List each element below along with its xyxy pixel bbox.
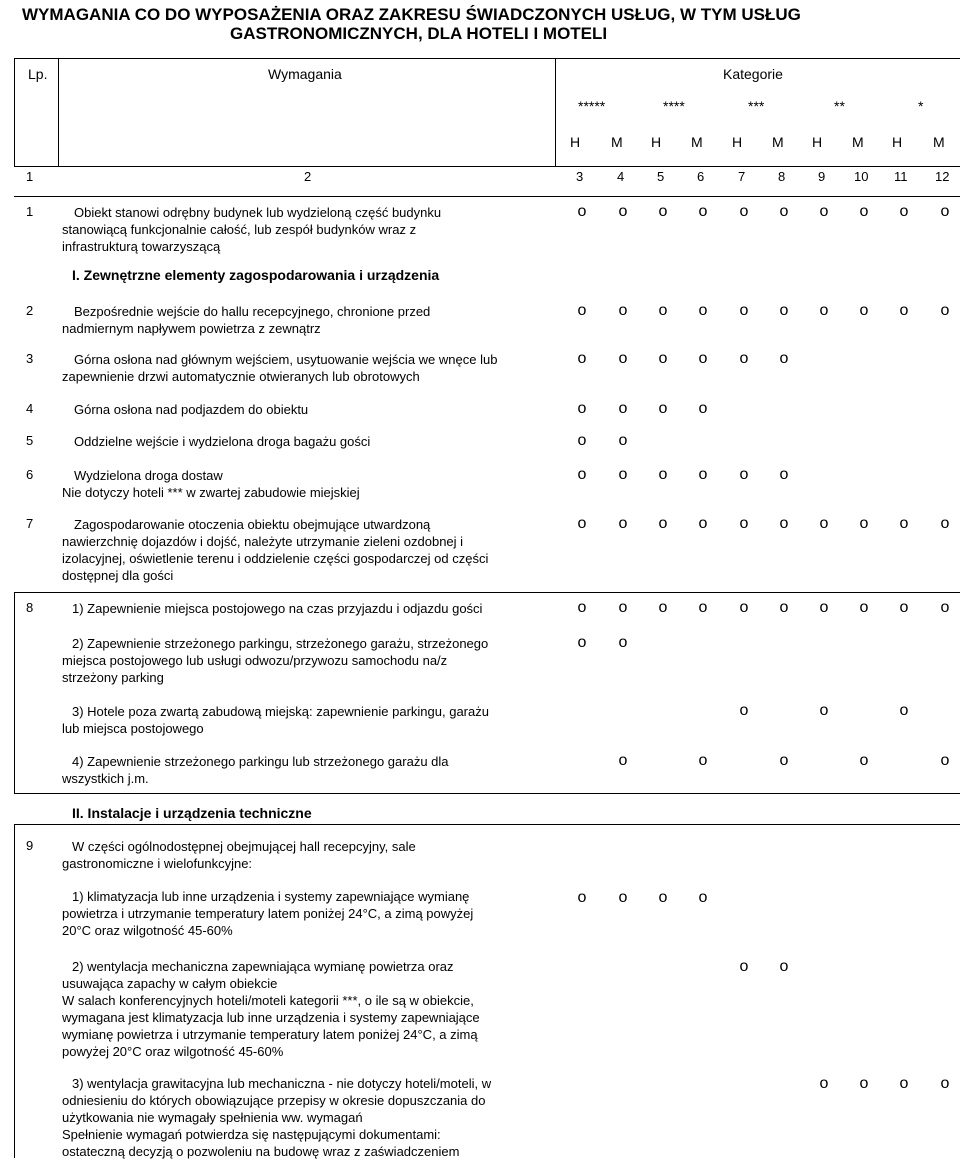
category-mark: o	[940, 599, 950, 616]
category-mark: o	[658, 302, 668, 319]
row-number: 8	[26, 600, 34, 615]
category-mark: o	[779, 958, 789, 975]
requirement-text: ostateczną decyzją o pozwoleniu na budowę wraz z zaświadczeniem	[62, 1144, 460, 1159]
category-mark: o	[658, 889, 668, 906]
row-8-left-border	[14, 592, 15, 793]
requirement-text: Górna osłona nad podjazdem do obiektu	[74, 402, 309, 417]
category-mark: o	[698, 752, 708, 769]
hm-label: H	[732, 134, 743, 150]
category-mark: o	[859, 302, 869, 319]
hm-label: M	[772, 134, 784, 150]
requirement-text: Zagospodarowanie otoczenia obiektu obejmujące utwardzoną	[74, 517, 431, 532]
header-lp: Lp.	[28, 66, 48, 82]
row-number: 5	[26, 433, 34, 448]
category-mark: o	[899, 515, 909, 532]
row-8-bottom-border	[14, 793, 960, 794]
stars-2: **	[834, 98, 845, 114]
category-mark: o	[739, 350, 749, 367]
hm-label: H	[651, 134, 662, 150]
category-mark: o	[577, 350, 587, 367]
column-number: 1	[26, 169, 34, 184]
category-mark: o	[658, 466, 668, 483]
requirement-text: W części ogólnodostępnej obejmującej hall recepcyjny, sale	[72, 839, 416, 854]
column-number: 9	[818, 169, 826, 184]
category-mark: o	[859, 1075, 869, 1092]
category-mark: o	[940, 515, 950, 532]
requirement-text: Wydzielona droga dostaw	[74, 468, 223, 483]
category-mark: o	[779, 515, 789, 532]
category-mark: o	[819, 599, 829, 616]
requirement-text: dostępnej dla gości	[62, 568, 174, 583]
hm-label: M	[852, 134, 864, 150]
category-mark: o	[618, 302, 628, 319]
requirement-text: zapewnienie drzwi automatycznie otwieranych lub obrotowych	[62, 369, 420, 384]
row-number: 3	[26, 351, 34, 366]
requirement-text: 1) Zapewnienie miejsca postojowego na czas przyjazdu i odjazdu gości	[72, 601, 483, 616]
category-mark: o	[779, 203, 789, 220]
category-mark: o	[899, 1075, 909, 1092]
category-mark: o	[577, 466, 587, 483]
category-mark: o	[658, 599, 668, 616]
row-9-top-border	[14, 824, 960, 825]
header-wymagania: Wymagania	[268, 66, 342, 82]
category-mark: o	[739, 466, 749, 483]
requirement-text: powietrza i utrzymanie temperatury latem poniżej 24°C, a zimą powyżej	[62, 906, 474, 921]
category-mark: o	[658, 203, 668, 220]
row-number: 1	[26, 204, 34, 219]
category-mark: o	[577, 302, 587, 319]
row-number: 2	[26, 303, 34, 318]
category-mark: o	[577, 634, 587, 651]
requirement-text: lub miejsca postojowego	[62, 721, 204, 736]
column-numbers-border	[14, 196, 960, 197]
column-number: 7	[738, 169, 746, 184]
requirement-text: usuwająca zapachy w całym obiekcie	[62, 976, 278, 991]
header-bottom-border	[14, 166, 960, 167]
category-mark: o	[618, 889, 628, 906]
category-mark: o	[698, 599, 708, 616]
category-mark: o	[739, 702, 749, 719]
category-mark: o	[940, 302, 950, 319]
requirements-column-divider	[555, 58, 556, 166]
category-mark: o	[577, 400, 587, 417]
category-mark: o	[779, 752, 789, 769]
document-title-line2: GASTRONOMICZNYCH, DLA HOTELI I MOTELI	[230, 24, 608, 43]
hm-label: H	[570, 134, 581, 150]
requirement-text: Spełnienie wymagań potwierdza się następującymi dokumentami:	[62, 1127, 441, 1142]
requirement-text: wszystkich j.m.	[62, 771, 149, 786]
requirement-text: strzeżony parking	[62, 670, 164, 685]
requirement-text: wymagana jest klimatyzacja lub inne urządzenia i systemy zapewniające	[62, 1010, 480, 1025]
category-mark: o	[859, 752, 869, 769]
category-mark: o	[577, 203, 587, 220]
category-mark: o	[618, 400, 628, 417]
category-mark: o	[618, 203, 628, 220]
category-mark: o	[779, 302, 789, 319]
column-number: 3	[576, 169, 584, 184]
category-mark: o	[698, 515, 708, 532]
category-mark: o	[859, 203, 869, 220]
row-number: 4	[26, 401, 34, 416]
requirement-text: Górna osłona nad głównym wejściem, usytuowanie wejścia we wnęce lub	[74, 352, 498, 367]
requirement-text: Oddzielne wejście i wydzielona droga bagażu gości	[74, 434, 371, 449]
requirement-text: miejsca postojowego lub usługi odwozu/przywozu samochodu na/z	[62, 653, 448, 668]
category-mark: o	[698, 302, 708, 319]
category-mark: o	[658, 350, 668, 367]
category-mark: o	[819, 302, 829, 319]
requirement-text: użytkowania nie wymagały spełnienia ww. wymagań	[62, 1110, 363, 1125]
category-mark: o	[899, 702, 909, 719]
requirement-text: 2) Zapewnienie strzeżonego parkingu, strzeżonego garażu, strzeżonego	[72, 636, 489, 651]
category-mark: o	[618, 432, 628, 449]
category-mark: o	[859, 599, 869, 616]
category-mark: o	[618, 350, 628, 367]
requirement-text: 2) wentylacja mechaniczna zapewniająca wymianę powietrza oraz	[72, 959, 454, 974]
hm-label: H	[812, 134, 823, 150]
header-kategorie: Kategorie	[723, 66, 783, 82]
column-number: 6	[697, 169, 705, 184]
stars-3: ***	[748, 98, 765, 114]
requirement-text: infrastrukturą towarzyszącą	[62, 239, 221, 254]
category-mark: o	[940, 752, 950, 769]
lp-column-divider	[58, 58, 59, 166]
category-mark: o	[698, 889, 708, 906]
requirement-text: odniesieniu do których obowiązujące przepisy w okresie dopuszczania do	[62, 1093, 486, 1108]
category-mark: o	[739, 958, 749, 975]
requirement-text: gastronomiczne i wielofunkcyjne:	[62, 856, 253, 871]
row-9-left-border	[14, 824, 15, 1158]
category-mark: o	[779, 350, 789, 367]
requirement-text: 4) Zapewnienie strzeżonego parkingu lub strzeżonego garażu dla	[72, 754, 449, 769]
category-mark: o	[819, 515, 829, 532]
requirement-text: 3) Hotele poza zwartą zabudową miejską: zapewnienie parkingu, garażu	[72, 704, 489, 719]
requirement-text: wymianę powietrza i utrzymanie temperatury latem poniżej 24°C, a zimą	[62, 1027, 478, 1042]
category-mark: o	[618, 466, 628, 483]
requirement-text: Bezpośrednie wejście do hallu recepcyjnego, chronione przed	[74, 304, 431, 319]
category-mark: o	[618, 515, 628, 532]
column-number: 12	[935, 169, 950, 184]
row-number: 6	[26, 467, 34, 482]
row-number: 7	[26, 516, 34, 531]
requirement-text: nawierzchnię dojazdów i dojść, należyte utrzymanie zieleni ozdobnej i	[62, 534, 464, 549]
column-number: 8	[778, 169, 786, 184]
category-mark: o	[899, 203, 909, 220]
category-mark: o	[739, 302, 749, 319]
category-mark: o	[899, 599, 909, 616]
column-number: 4	[617, 169, 625, 184]
category-mark: o	[577, 599, 587, 616]
category-mark: o	[618, 752, 628, 769]
category-mark: o	[940, 1075, 950, 1092]
table-left-border	[14, 58, 15, 166]
column-number: 10	[854, 169, 869, 184]
category-mark: o	[819, 1075, 829, 1092]
column-number: 2	[304, 169, 312, 184]
requirement-text: izolacyjnej, oświetlenie terenu i oddzielenie części gospodarczej od części	[62, 551, 489, 566]
hm-label: M	[611, 134, 623, 150]
hm-label: M	[933, 134, 945, 150]
category-mark: o	[698, 203, 708, 220]
category-mark: o	[698, 350, 708, 367]
category-mark: o	[779, 599, 789, 616]
category-mark: o	[739, 515, 749, 532]
stars-5: *****	[578, 98, 606, 114]
section-heading-2: II. Instalacje i urządzenia techniczne	[72, 805, 312, 821]
category-mark: o	[819, 203, 829, 220]
requirement-text: stanowiącą funkcjonalnie całość, lub zespół budynków wraz z	[62, 222, 417, 237]
stars-1: *	[918, 98, 924, 114]
column-number: 5	[657, 169, 665, 184]
requirement-text: Obiekt stanowi odrębny budynek lub wydzieloną część budynku	[74, 205, 442, 220]
category-mark: o	[859, 515, 869, 532]
category-mark: o	[940, 203, 950, 220]
column-number: 11	[894, 169, 908, 184]
category-mark: o	[618, 599, 628, 616]
category-mark: o	[658, 515, 668, 532]
requirement-text: nadmiernym napływem powietrza z zewnątrz	[62, 321, 321, 336]
row-number: 9	[26, 838, 34, 853]
category-mark: o	[698, 400, 708, 417]
requirement-text: powyżej 20°C oraz wilgotność 45-60%	[62, 1044, 284, 1059]
category-mark: o	[819, 702, 829, 719]
row-8-top-border	[14, 592, 960, 593]
requirement-text: Nie dotyczy hoteli *** w zwartej zabudowie miejskiej	[62, 485, 360, 500]
stars-4: ****	[663, 98, 685, 114]
category-mark: o	[577, 515, 587, 532]
document-title-line1: WYMAGANIA CO DO WYPOSAŻENIA ORAZ ZAKRESU ŚWIADCZONYCH USŁUG, W TYM USŁUG	[22, 5, 801, 24]
category-mark: o	[739, 599, 749, 616]
section-heading-1: I. Zewnętrzne elementy zagospodarowania i urządzenia	[72, 267, 440, 283]
category-mark: o	[577, 889, 587, 906]
category-mark: o	[618, 634, 628, 651]
requirement-text: 20°C oraz wilgotność 45-60%	[62, 923, 233, 938]
requirement-text: 3) wentylacja grawitacyjna lub mechaniczna - nie dotyczy hoteli/moteli, w	[72, 1076, 492, 1091]
category-mark: o	[739, 203, 749, 220]
requirement-text: 1) klimatyzacja lub inne urządzenia i systemy zapewniające wymianę	[72, 889, 470, 904]
requirement-text: W salach konferencyjnych hoteli/moteli kategorii ***, o ile są w obiekcie,	[62, 993, 474, 1008]
table-top-border	[14, 58, 960, 59]
category-mark: o	[899, 302, 909, 319]
category-mark: o	[779, 466, 789, 483]
category-mark: o	[577, 432, 587, 449]
category-mark: o	[658, 400, 668, 417]
hm-label: H	[892, 134, 903, 150]
hm-label: M	[691, 134, 703, 150]
category-mark: o	[698, 466, 708, 483]
